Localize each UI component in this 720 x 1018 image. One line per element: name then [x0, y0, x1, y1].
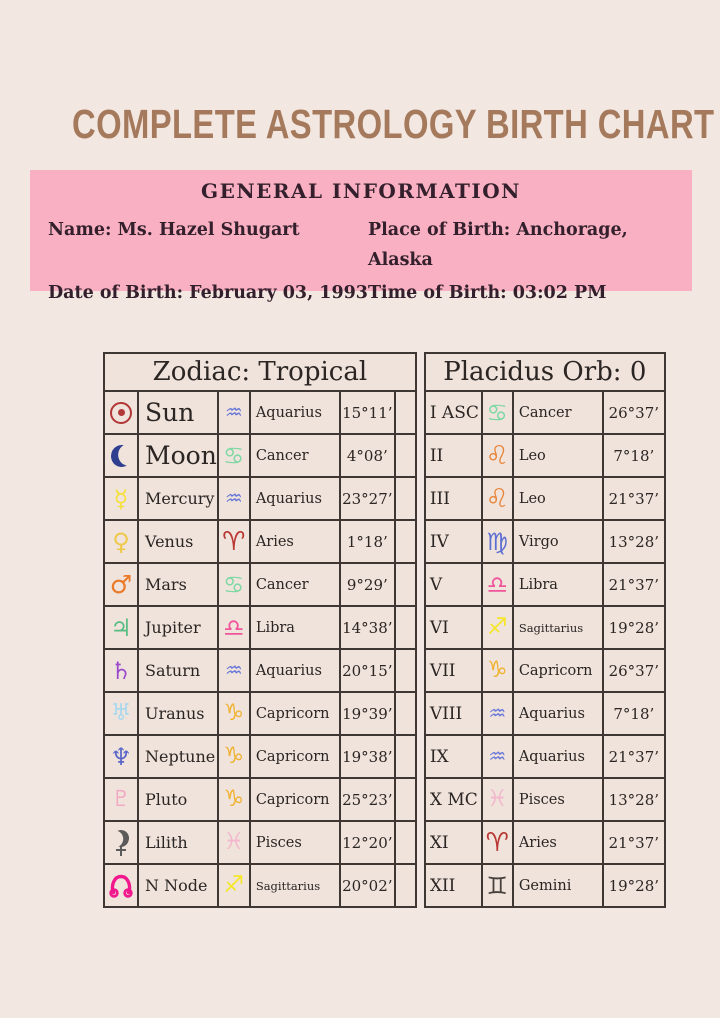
sun-icon [110, 402, 132, 424]
planet-name: Lilith [138, 821, 218, 864]
sign-name: Pisces [250, 821, 340, 864]
planet-name: Mercury [138, 477, 218, 520]
table-row [425, 778, 665, 821]
aquarius-icon: ♒ [224, 658, 243, 682]
degree-value: 13°28’ [603, 778, 665, 821]
sign-name: Cancer [250, 563, 340, 606]
degree-value: 7°18’ [603, 692, 665, 735]
empty-cell [395, 477, 416, 520]
table-row [104, 649, 416, 692]
table-row [425, 477, 665, 520]
lilith-icon [113, 830, 129, 856]
general-info-panel [30, 170, 692, 303]
aquarius-icon: ♒ [224, 486, 243, 510]
north-node-icon [108, 873, 134, 899]
aquarius-icon: ♒ [488, 744, 507, 768]
degree-value: 13°28’ [603, 520, 665, 563]
sign-name: Sagittarius [513, 606, 603, 649]
table-row [104, 692, 416, 735]
pisces-icon: ♓ [223, 829, 245, 855]
planet-name: Venus [138, 520, 218, 563]
sign-name: Virgo [513, 520, 603, 563]
table-row [425, 563, 665, 606]
table-row [425, 434, 665, 477]
planet-name: Moon [138, 434, 218, 477]
house-label: VIII [425, 692, 482, 735]
cancer-icon: ♋ [223, 570, 245, 599]
sagittarius-icon: ♐ [223, 872, 245, 898]
sign-name: Capricorn [250, 735, 340, 778]
sign-name: Aquarius [250, 649, 340, 692]
libra-icon: ♎ [486, 570, 509, 599]
sign-name: Leo [513, 477, 603, 520]
degree-value: 9°29’ [340, 563, 395, 606]
table-row [104, 735, 416, 778]
table-row [425, 520, 665, 563]
empty-cell [395, 778, 416, 821]
aquarius-icon: ♒ [488, 701, 507, 725]
table-row [104, 563, 416, 606]
zodiac-table-title: Zodiac: Tropical [104, 353, 416, 391]
table-row [425, 864, 665, 907]
table-header-row [425, 353, 665, 391]
degree-value: 19°38’ [340, 735, 395, 778]
degree-value: 25°23’ [340, 778, 395, 821]
mercury-icon: ☿ [113, 484, 129, 513]
table-row [104, 864, 416, 907]
planet-name: Uranus [138, 692, 218, 735]
degree-value: 19°39’ [340, 692, 395, 735]
table-row [104, 477, 416, 520]
empty-cell [395, 649, 416, 692]
neptune-icon: ♆ [110, 742, 132, 771]
house-label: IX [425, 735, 482, 778]
gemini-icon: ♊ [486, 871, 509, 900]
degree-value: 15°11’ [340, 391, 395, 434]
uranus-icon: ♅ [110, 700, 132, 726]
table-row [425, 692, 665, 735]
general-info-heading: GENERAL INFORMATION [201, 179, 521, 203]
table-row [104, 434, 416, 477]
place-of-birth-field: Place of Birth: Anchorage, Alaska [368, 220, 628, 270]
sign-name: Aries [513, 821, 603, 864]
table-row [104, 520, 416, 563]
planet-name: N Node [138, 864, 218, 907]
degree-value: 1°18’ [340, 520, 395, 563]
house-label: II [425, 434, 482, 477]
general-info-grid [48, 215, 692, 308]
sign-name: Gemini [513, 864, 603, 907]
empty-cell [395, 520, 416, 563]
house-label: X MC [425, 778, 482, 821]
capricorn-icon: ♑ [487, 657, 508, 683]
house-label: XI [425, 821, 482, 864]
degree-value: 19°28’ [603, 606, 665, 649]
table-row [104, 606, 416, 649]
sign-name: Aquarius [250, 477, 340, 520]
sign-name: Sagittarius [250, 864, 340, 907]
moon-icon [109, 443, 132, 467]
house-label: IV [425, 520, 482, 563]
sign-name: Capricorn [250, 692, 340, 735]
time-of-birth-field: Time of Birth: 03:02 PM [368, 283, 607, 303]
empty-cell [395, 434, 416, 477]
degree-value: 14°38’ [340, 606, 395, 649]
sagittarius-icon: ♐ [487, 614, 508, 640]
degree-value: 21°37’ [603, 821, 665, 864]
planet-name: Pluto [138, 778, 218, 821]
sign-name: Capricorn [513, 649, 603, 692]
table-row [425, 735, 665, 778]
aries-icon: ♈ [222, 526, 246, 557]
empty-cell [395, 692, 416, 735]
name-field: Name: Ms. Hazel Shugart [48, 220, 300, 240]
sign-name: Libra [513, 563, 603, 606]
degree-value: 20°02’ [340, 864, 395, 907]
degree-value: 26°37’ [603, 391, 665, 434]
planet-name: Saturn [138, 649, 218, 692]
degree-value: 21°37’ [603, 735, 665, 778]
jupiter-icon: ♃ [110, 613, 132, 642]
empty-cell [395, 735, 416, 778]
planet-name: Jupiter [138, 606, 218, 649]
planet-name: Mars [138, 563, 218, 606]
degree-value: 23°27’ [340, 477, 395, 520]
saturn-icon: ♄ [110, 656, 132, 685]
degree-value: 7°18’ [603, 434, 665, 477]
house-label: III [425, 477, 482, 520]
sign-name: Aquarius [513, 692, 603, 735]
degree-value: 21°37’ [603, 563, 665, 606]
house-label: V [425, 563, 482, 606]
cancer-icon: ♋ [486, 398, 509, 427]
houses-table-title: Placidus Orb: 0 [425, 353, 665, 391]
empty-cell [395, 864, 416, 907]
house-label: I ASC [425, 391, 482, 434]
empty-cell [395, 391, 416, 434]
table-row [104, 391, 416, 434]
sign-name: Aquarius [513, 735, 603, 778]
capricorn-icon: ♑ [223, 743, 245, 769]
virgo-icon: ♍ [486, 527, 509, 556]
chart-tables [103, 352, 666, 908]
sign-name: Pisces [513, 778, 603, 821]
planet-name: Sun [138, 391, 218, 434]
degree-value: 4°08’ [340, 434, 395, 477]
degree-value: 12°20’ [340, 821, 395, 864]
empty-cell [395, 821, 416, 864]
sign-name: Cancer [513, 391, 603, 434]
sign-name: Aquarius [250, 391, 340, 434]
house-label: XII [425, 864, 482, 907]
table-row [425, 649, 665, 692]
planet-name: Neptune [138, 735, 218, 778]
sign-name: Leo [513, 434, 603, 477]
table-header-row [104, 353, 416, 391]
capricorn-icon: ♑ [223, 700, 245, 726]
pisces-icon: ♓ [487, 786, 508, 812]
aquarius-icon: ♒ [224, 400, 243, 424]
capricorn-icon: ♑ [223, 786, 245, 812]
zodiac-table [103, 352, 417, 908]
table-row [104, 778, 416, 821]
leo-icon: ♌ [485, 483, 509, 514]
empty-cell [395, 606, 416, 649]
degree-value: 21°37’ [603, 477, 665, 520]
pluto-icon: ♇ [111, 786, 131, 812]
cancer-icon: ♋ [223, 441, 245, 470]
table-row [425, 391, 665, 434]
sign-name: Capricorn [250, 778, 340, 821]
sign-name: Cancer [250, 434, 340, 477]
venus-icon: ♀ [112, 527, 130, 556]
sign-name: Aries [250, 520, 340, 563]
empty-cell [395, 563, 416, 606]
house-label: VII [425, 649, 482, 692]
sign-name: Libra [250, 606, 340, 649]
leo-icon: ♌ [485, 440, 509, 471]
degree-value: 19°28’ [603, 864, 665, 907]
house-label: VI [425, 606, 482, 649]
degree-value: 20°15’ [340, 649, 395, 692]
page-title: COMPLETE ASTROLOGY BIRTH CHART [72, 101, 715, 147]
table-row [425, 606, 665, 649]
date-of-birth-field: Date of Birth: February 03, 1993 [48, 283, 368, 303]
houses-table [424, 352, 666, 908]
degree-value: 26°37’ [603, 649, 665, 692]
table-row [104, 821, 416, 864]
libra-icon: ♎ [223, 613, 245, 642]
mars-icon: ♂ [109, 570, 133, 599]
table-row [425, 821, 665, 864]
aries-icon: ♈ [485, 827, 509, 858]
